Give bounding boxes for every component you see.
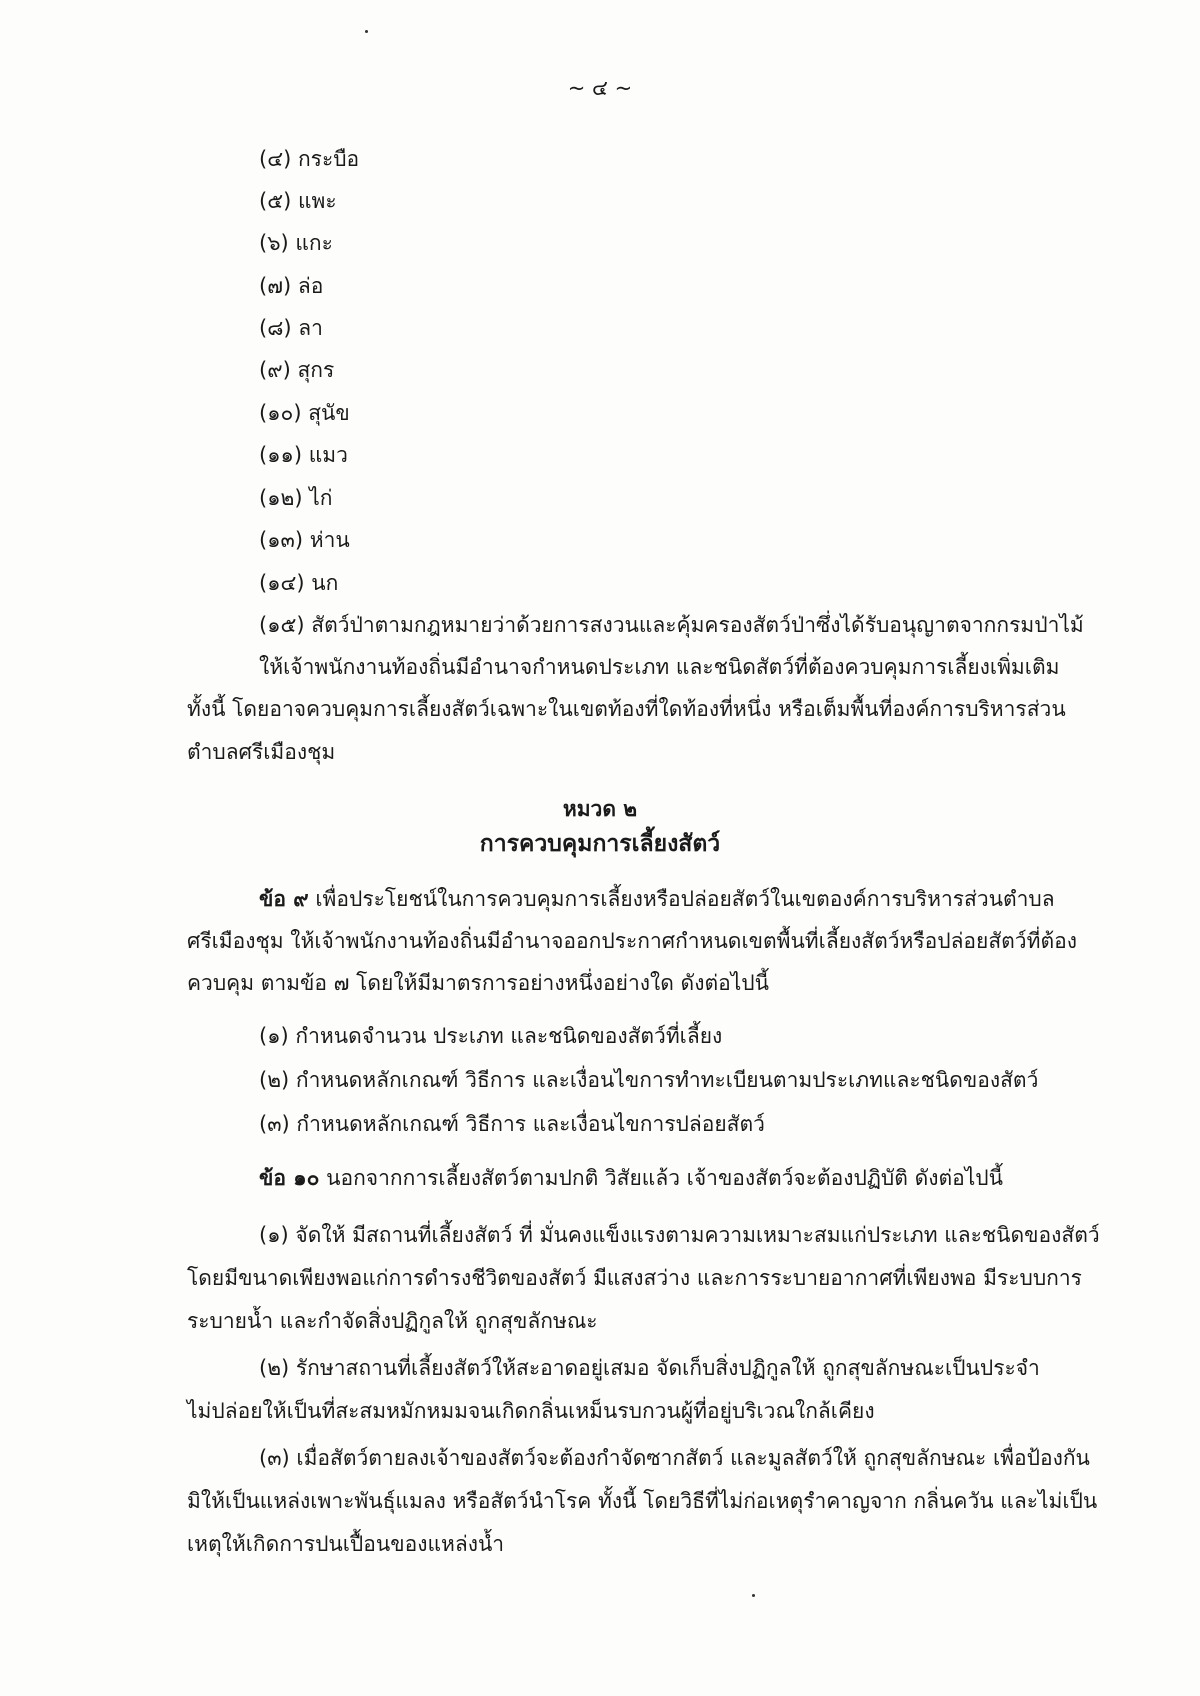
scan-speck <box>365 30 368 33</box>
paragraph-line: (๑) จัดให้ มีสถานที่เลี้ยงสัตว์ ที่ มั่นคงแข็งแรงตามความเหมาะสมแก่ประเภท และชนิดของสัตว์ <box>259 1223 1100 1247</box>
list-item: (๑๑) แมว <box>259 443 348 467</box>
paragraph-line: ทั้งนี้ โดยอาจควบคุมการเลี้ยงสัตว์เฉพาะในเขตท้องที่ใดท้องที่หนึ่ง หรือเต็มพื้นที่องค์การบริหารส่วน <box>187 697 1066 721</box>
paragraph-line: ระบายน้ำ และกำจัดสิ่งปฏิกูลให้ ถูกสุขลักษณะ <box>187 1309 598 1333</box>
paragraph-line: ศรีเมืองชุม ให้เจ้าพนักงานท้องถิ่นมีอำนาจออกประกาศกำหนดเขตพื้นที่เลี้ยงสัตว์หรือปล่อยสัตว์ที่ต้อง <box>187 929 1077 953</box>
page-number: ~ ๔ ~ <box>567 76 633 100</box>
clause-9-line <box>259 883 1055 916</box>
paragraph-line: โดยมีขนาดเพียงพอแก่การดำรงชีวิตของสัตว์ มีแสงสว่าง และการระบายอากาศที่เพียงพอ มีระบบการ <box>187 1266 1082 1290</box>
clause-10-label: ข้อ ๑๐ <box>259 1166 320 1190</box>
scan-speck <box>752 1594 755 1597</box>
list-item: (๑) กำหนดจำนวน ประเภท และชนิดของสัตว์ที่เลี้ยง <box>259 1024 723 1048</box>
list-item: (๖) แกะ <box>259 231 333 255</box>
clause-10-line <box>259 1162 1003 1195</box>
list-item: (๓) กำหนดหลักเกณฑ์ วิธีการ และเงื่อนไขการปล่อยสัตว์ <box>259 1112 765 1136</box>
list-item: (๑๒) ไก่ <box>259 486 333 510</box>
list-item: (๙) สุกร <box>259 358 335 382</box>
chapter-title: การควบคุมการเลี้ยงสัตว์ <box>479 831 721 857</box>
paragraph-line: มิให้เป็นแหล่งเพาะพันธุ์แมลง หรือสัตว์นำโรค ทั้งนี้ โดยวิธีที่ไม่ก่อเหตุรำคาญจาก กลิ่นควัน และไม่เป็น <box>187 1489 1098 1513</box>
list-item: (๑๕) สัตว์ป่าตามกฎหมายว่าด้วยการสงวนและคุ้มครองสัตว์ป่าซึ่งได้รับอนุญาตจากกรมป่าไม้ <box>259 613 1084 637</box>
list-item: (๕) แพะ <box>259 189 337 213</box>
list-item: (๑๓) ห่าน <box>259 528 350 552</box>
list-item: (๑๐) สุนัข <box>259 401 350 425</box>
paragraph-line: (๓) เมื่อสัตว์ตายลงเจ้าของสัตว์จะต้องกำจัดซากสัตว์ และมูลสัตว์ให้ ถูกสุขลักษณะ เพื่อป้องกัน <box>259 1446 1090 1470</box>
clause-9-text: เพื่อประโยชน์ในการควบคุมการเลี้ยงหรือปล่อยสัตว์ในเขตองค์การบริหารส่วนตำบล <box>315 887 1055 911</box>
list-item: (๗) ล่อ <box>259 274 324 298</box>
list-item: (๔) กระบือ <box>259 147 360 171</box>
paragraph-line: ตำบลศรีเมืองชุม <box>187 740 336 764</box>
paragraph-line: ไม่ปล่อยให้เป็นที่สะสมหมักหมมจนเกิดกลิ่นเหม็นรบกวนผู้ที่อยู่บริเวณใกล้เคียง <box>187 1399 875 1423</box>
paragraph-line: เหตุให้เกิดการปนเปื้อนของแหล่งน้ำ <box>187 1532 505 1556</box>
paragraph-line: (๒) รักษาสถานที่เลี้ยงสัตว์ให้สะอาดอยู่เสมอ จัดเก็บสิ่งปฏิกูลให้ ถูกสุขลักษณะเป็นประจำ <box>259 1356 1040 1380</box>
clause-9-label: ข้อ ๙ <box>259 887 309 911</box>
clause-10-text: นอกจากการเลี้ยงสัตว์ตามปกติ วิสัยแล้ว เจ้าของสัตว์จะต้องปฏิบัติ ดังต่อไปนี้ <box>326 1166 1003 1190</box>
paragraph-line: ให้เจ้าพนักงานท้องถิ่นมีอำนาจกำหนดประเภท และชนิดสัตว์ที่ต้องควบคุมการเลี้ยงเพิ่มเติม <box>259 655 1060 679</box>
list-item: (๑๔) นก <box>259 571 339 595</box>
chapter-number: หมวด ๒ <box>562 797 638 821</box>
list-item: (๒) กำหนดหลักเกณฑ์ วิธีการ และเงื่อนไขการทำทะเบียนตามประเภทและชนิดของสัตว์ <box>259 1068 1039 1092</box>
list-item: (๘) ลา <box>259 316 323 340</box>
paragraph-line: ควบคุม ตามข้อ ๗ โดยให้มีมาตรการอย่างหนึ่งอย่างใด ดังต่อไปนี้ <box>187 971 769 995</box>
